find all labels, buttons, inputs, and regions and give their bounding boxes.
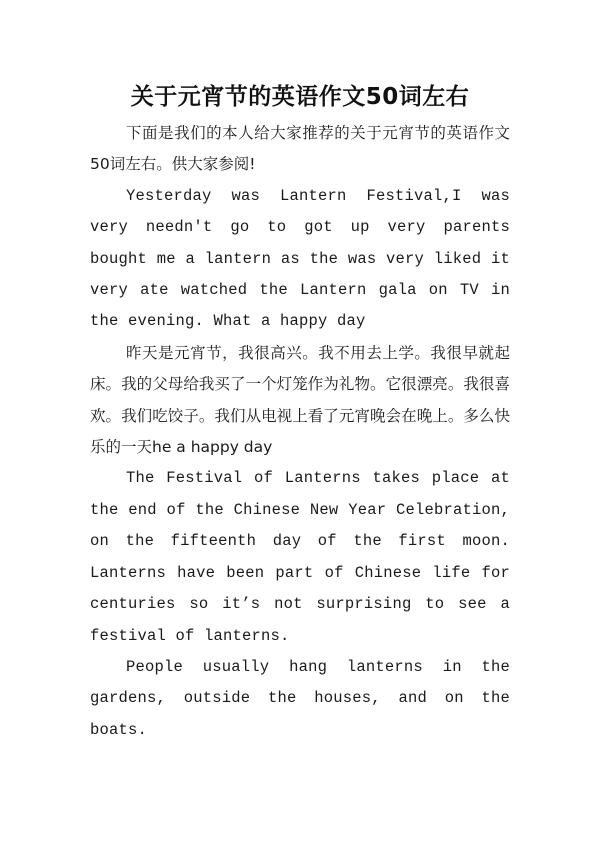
document-title: 关于元宵节的英语作文50词左右 (130, 84, 470, 110)
lantern-hanging-paragraph: People usually hang lanterns in the gardens, outside the houses, and on the boats. (90, 657, 510, 739)
english-essay-paragraph: Yesterday was Lantern Festival,I was very needn't go to got up very parents bought me a lantern as the was very liked it very ate watched the Lantern gala on TV in the evening. What a happy day (90, 186, 510, 331)
chinese-translation-paragraph: 昨天是元宵节，我很高兴。我不用去上学。我很早就起床。我的父母给我买了一个灯笼作为礼物。它很漂亮。我很喜欢。我们吃饺子。我们从电视上看了元宵晚会在晚上。多么快乐的一天he a happy day (90, 343, 510, 457)
festival-description-paragraph: The Festival of Lanterns takes place at the end of the Chinese New Year Celebration, on the fifteenth day of the first moon. Lanterns have been part of Chinese life for centuries so it’s not surprising to see a festival of lanterns. (90, 469, 510, 645)
intro-paragraph: 下面是我们的本人给大家推荐的关于元宵节的英语作文50词左右。供大家参阅! (90, 124, 510, 174)
document-body (90, 118, 510, 746)
